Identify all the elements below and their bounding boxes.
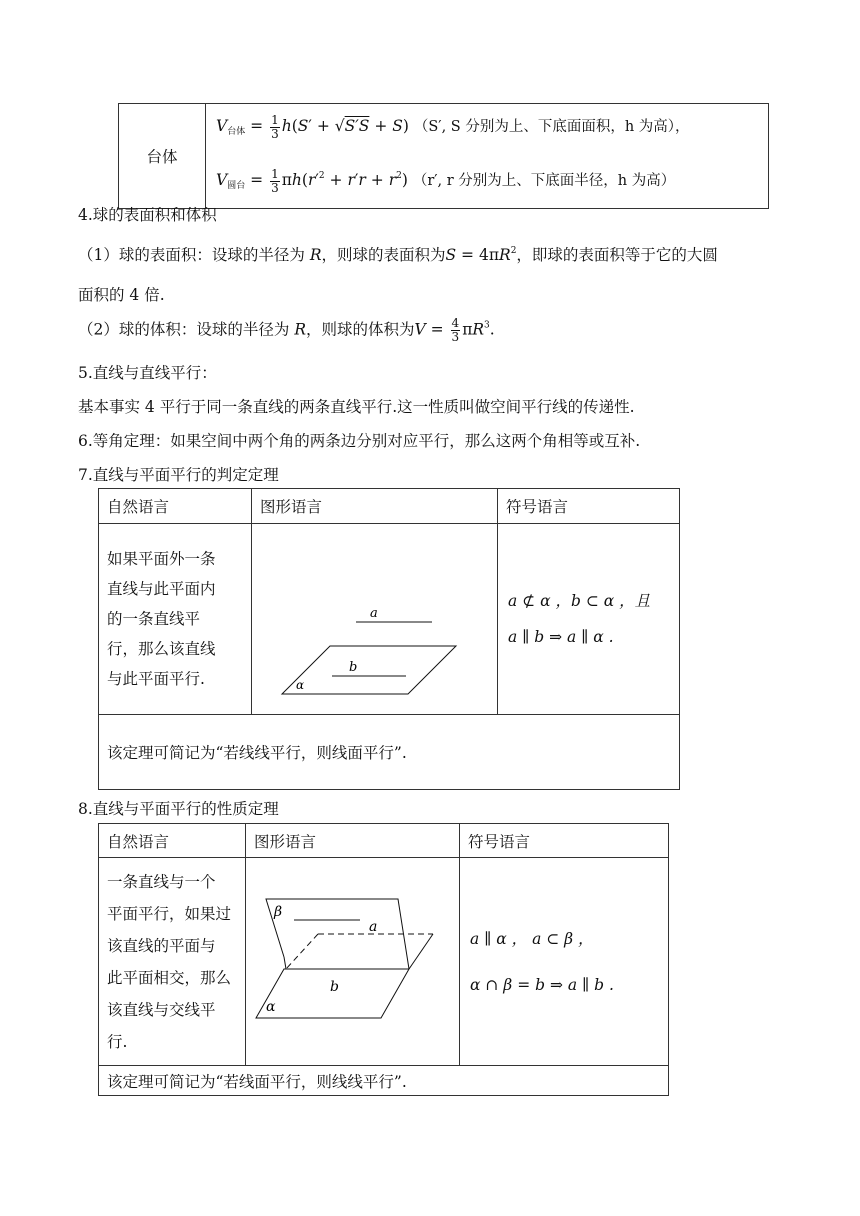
label-b: b [349, 660, 358, 675]
sec7-natural-cell: 如果平面外一条 直线与此平面内 的一条直线平 行，那么该直线 与此平面平行. [99, 524, 252, 715]
sec8-natural-cell: 一条直线与一个 平面平行，如果过 该直线的平面与 此平面相交，那么 该直线与交线平 行. [99, 858, 246, 1066]
sec7-summary: 该定理可简记为“若线线平行，则线面平行”. [99, 715, 680, 790]
label-b: b [330, 979, 339, 995]
frustum-volume-formula: $V_{台体}$ = $\frac{1}{3}$ h(S′ + √S′S + S) （S′, S 分别为上、下底面面积，h 为高）， [216, 112, 690, 141]
intersection-hidden [286, 934, 318, 969]
sec8-figure-cell [246, 858, 460, 1066]
sec7-header-symbol: 符号语言 [498, 489, 680, 524]
sec5-heading: 5.直线与直线平行： [78, 364, 217, 382]
line-plane-parallel-property-table [98, 823, 669, 1096]
cone-frustum-volume-formula: $V_{圆台}$ = $\frac{1}{3}$ $\pi h(r'^2 + r'r + r^2)$ （r′, r 分别为上、下底面半径，h 为高） [216, 166, 676, 195]
frustum-formula-cell [206, 104, 769, 209]
label-a: a [369, 919, 378, 935]
plane-beta-top [266, 899, 409, 969]
label-alpha: α [266, 999, 276, 1015]
sphere-surface-line2: 面积的 4 倍. [78, 286, 165, 304]
sec8-symbol-cell [460, 858, 669, 1066]
sec8-heading: 8.直线与平面平行的性质定理 [78, 800, 279, 818]
sec7-figure [252, 524, 488, 710]
sec7-header-figure: 图形语言 [252, 489, 498, 524]
label-a: a [370, 606, 378, 621]
sec6-text: 6.等角定理：如果空间中两个角的两条边分别对应平行，那么这两个角相等或互补. [78, 432, 641, 450]
sec7-symbol-cell [498, 524, 680, 715]
sec7-heading: 7.直线与平面平行的判定定理 [78, 466, 279, 484]
sec8-header-natural: 自然语言 [99, 824, 246, 858]
frustum-formula1-desc: （S′, S 分别为上、下底面面积，h 为高）， [413, 119, 690, 135]
sec7-symbol2: a ∥ b ⇒ a ∥ α . [508, 628, 614, 646]
sphere-surface-line: （1）球的表面积：设球的半径为 R，则球的表面积为$S = 4\pi R^2$，即球的表面积等于它的大圆 [78, 246, 718, 264]
label-alpha: α [296, 678, 305, 692]
frustum-volume-table [118, 103, 769, 209]
sec8-header-figure: 图形语言 [246, 824, 460, 858]
sec4-heading: 4.球的表面积和体积 [78, 206, 217, 224]
sec7-symbol1: a ⊄ α ，b ⊂ α ，且 [508, 592, 651, 610]
sec8-symbol2: α ∩ β = b ⇒ a ∥ b . [470, 975, 614, 994]
line-plane-parallel-criterion-table [98, 488, 680, 790]
plane-alpha [282, 646, 456, 694]
sec5-text: 基本事实 4 平行于同一条直线的两条直线平行.这一性质叫做空间平行线的传递性. [78, 398, 635, 416]
sphere-volume-line: （2）球的体积：设球的半径为 R，则球的体积为V = $\frac{4}{3}$ $\pi R^3$. [78, 316, 495, 344]
plane-alpha-right [409, 934, 433, 969]
sec8-symbol1: a ∥ α ， a ⊂ β ， [470, 929, 594, 948]
sec8-summary: 该定理可简记为“若线面平行，则线线平行”. [99, 1066, 669, 1096]
sec8-figure [246, 858, 458, 1061]
sec7-figure-cell [252, 524, 498, 715]
label-beta: β [274, 904, 283, 920]
frustum-label: 台体 [146, 148, 178, 166]
plane-beta-hidden [284, 957, 286, 969]
sec7-header-natural: 自然语言 [99, 489, 252, 524]
frustum-label-cell [119, 104, 206, 209]
frustum-formula2-desc: （r′, r 分别为上、下底面半径，h 为高） [412, 173, 676, 189]
sec8-header-symbol: 符号语言 [460, 824, 669, 858]
